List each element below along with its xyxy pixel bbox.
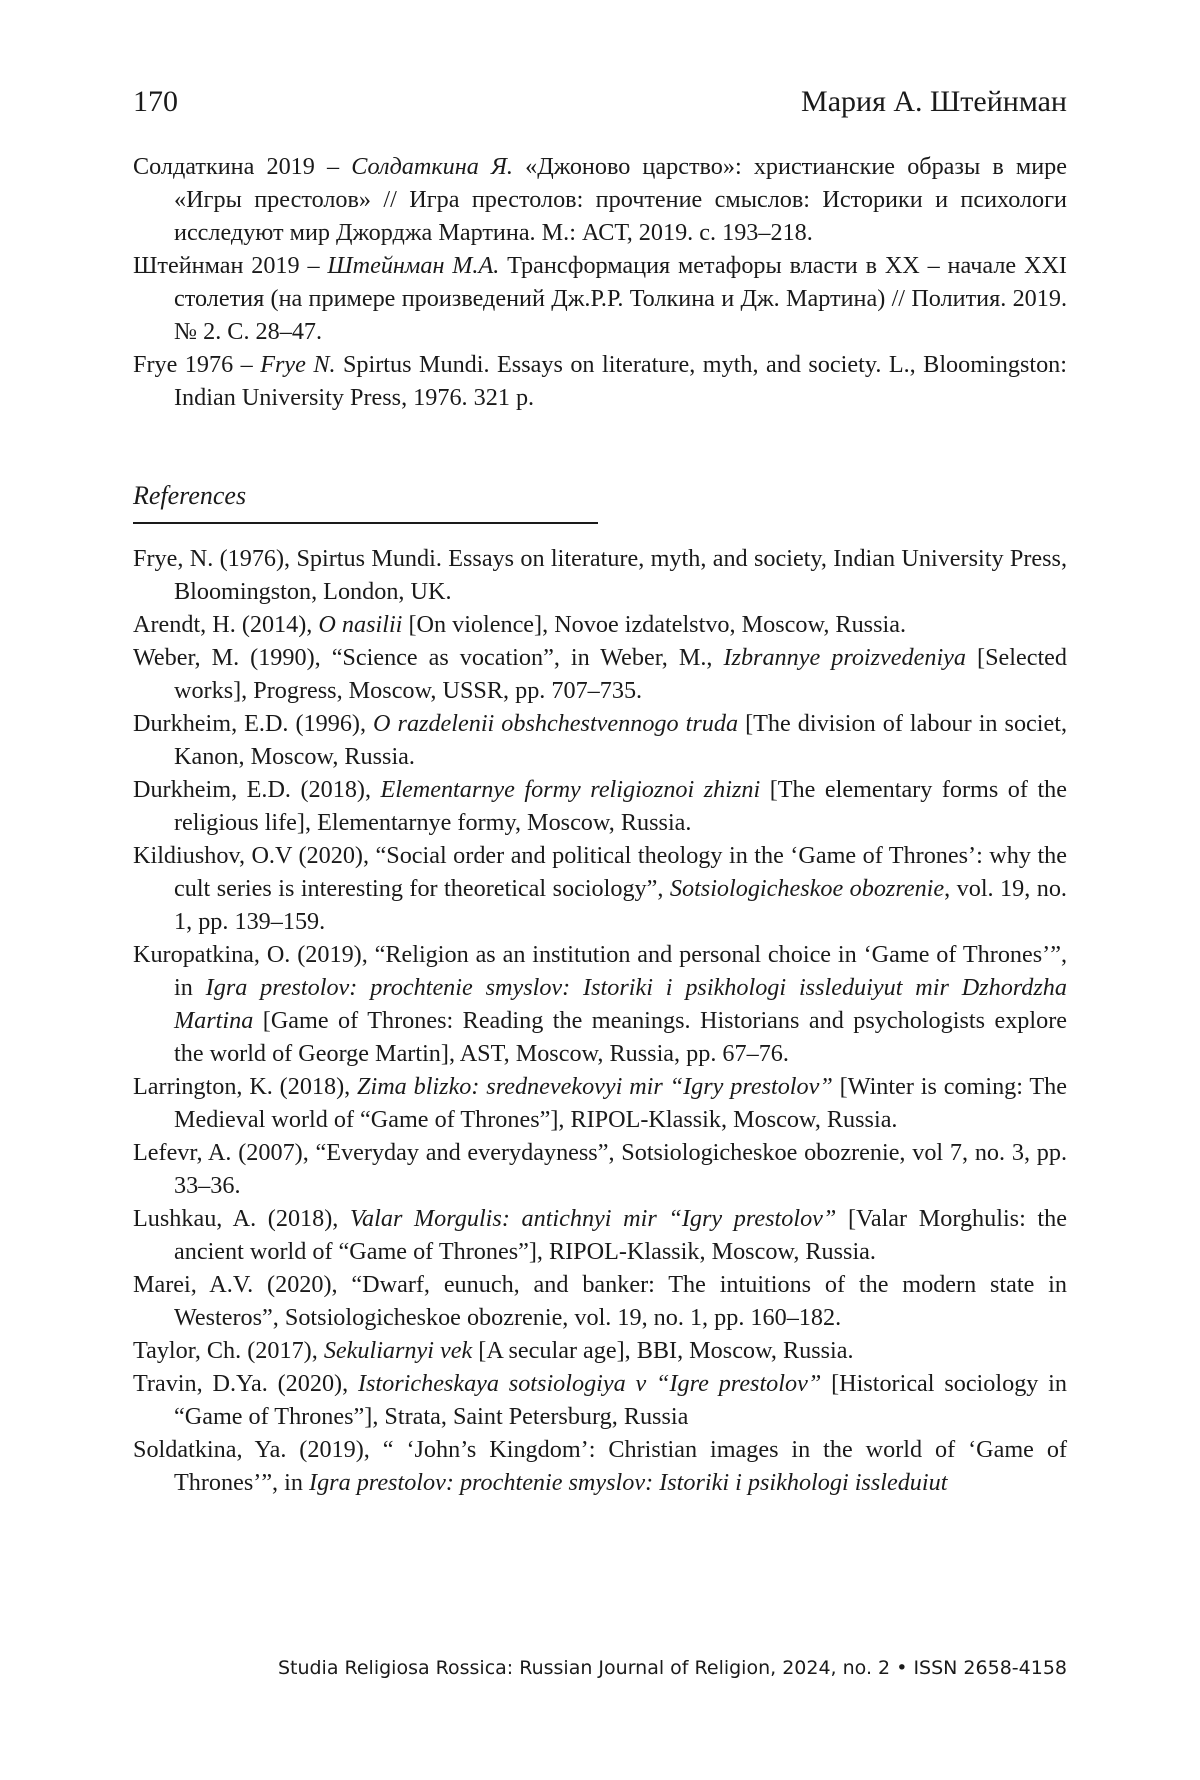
page-number: 170 [133, 85, 178, 118]
references-divider [133, 522, 598, 524]
reference-entry: Taylor, Ch. (2017), Sekuliarnyi vek [A secular age], BBI, Moscow, Russia. [133, 1337, 854, 1364]
reference-entry: Lefevr, A. (2007), “Everyday and everydayness”, Sotsiologicheskoe obozrenie, vol 7, no. 3, pp. 33–36. [133, 1139, 1067, 1199]
reference-entry: Travin, D.Ya. (2020), Istoricheskaya sotsiologiya v “Igre prestolov” [Historical sociology in “Game of Thrones”], Strata, Saint Petersburg, Russia [133, 1370, 1067, 1430]
references-heading: References [133, 481, 247, 510]
bibliography-entry: Солдаткина 2019 – Солдаткина Я. «Джоново царство»: христианские образы в мире «Игры престолов» // Игра престолов: прочтение смыслов: Историки и психологи исследуют мир Джорджа Мартина. М.: АСТ, 2019. с. 193–218. [133, 153, 1068, 246]
page-content [133, 150, 1067, 1499]
reference-entry: Kildiushov, O.V (2020), “Social order and political theology in the ‘Game of Thrones’: why the cult series is interesting for theoretical sociology”, Sotsiologicheskoe obozrenie, vol. 19, no. 1, pp. 139–159. [133, 842, 1067, 935]
reference-entry: Marei, A.V. (2020), “Dwarf, eunuch, and banker: The intuitions of the modern state in Westeros”, Sotsiologicheskoe obozrenie, vol. 19, no. 1, pp. 160–182. [133, 1271, 1067, 1331]
reference-entry: Larrington, K. (2018), Zima blizko: srednevekovyi mir “Igry prestolov” [Winter is coming: The Medieval world of “Game of Thrones”], RIPOL-Klassik, Moscow, Russia. [133, 1073, 1067, 1133]
reference-entry: Arendt, H. (2014), O nasilii [On violence], Novoe izdatelstvo, Moscow, Russia. [133, 611, 906, 638]
reference-entry: Weber, M. (1990), “Science as vocation”, in Weber, M., Izbrannye proizvedeniya [Selected works], Progress, Moscow, USSR, pp. 707–735. [133, 644, 1067, 704]
bibliography-list [133, 150, 1067, 414]
reference-entry: Frye, N. (1976), Spirtus Mundi. Essays on literature, myth, and society, Indian University Press, Bloomingston, London, UK. [133, 545, 1067, 605]
reference-entry: Durkheim, E.D. (1996), O razdelenii obshchestvennogo truda [The division of labour in societ, Kanon, Moscow, Russia. [133, 710, 1067, 770]
running-header [133, 85, 1067, 129]
footer-separator: • [896, 1657, 908, 1679]
running-author: Мария А. Штейнман [801, 85, 1067, 118]
reference-entry: Lushkau, A. (2018), Valar Morgulis: antichnyi mir “Igry prestolov” [Valar Morghulis: the ancient world of “Game of Thrones”], RIPOL-Klassik, Moscow, Russia. [133, 1205, 1067, 1265]
bibliography-entry: Frye 1976 – Frye N. Spirtus Mundi. Essays on literature, myth, and society. L., Bloomingston: Indian University Press, 1976. 321 p. [133, 351, 1067, 411]
bibliography-entry: Штейнман 2019 – Штейнман М.А. Трансформация метафоры власти в XX – начале XXI столетия (на примере произведений Дж.Р.Р. Толкина и Дж. Мартина) // Полития. 2019. № 2. С. 28–47. [133, 252, 1067, 345]
reference-entry: Soldatkina, Ya. (2019), “ ‘John’s Kingdom’: Christian images in the world of ‘Game of Thrones’”, in Igra prestolov: prochtenie smyslov: Istoriki i psikhologi issleduiut [133, 1436, 1067, 1496]
footer-journal: Studia Religiosa Rossica: Russian Journal of Religion, 2024, no. 2 [277, 1657, 891, 1679]
reference-entry: Durkheim, E.D. (2018), Elementarnye formy religioznoi zhizni [The elementary forms of the religious life], Elementarnye formy, Moscow, Russia. [133, 776, 1067, 836]
journal-footer [278, 1657, 1067, 1679]
references-list [133, 542, 1067, 1499]
reference-entry: Kuropatkina, O. (2019), “Religion as an institution and personal choice in ‘Game of Thrones’”, in Igra prestolov: prochtenie smyslov: Istoriki i psikhologi issleduiyut mir Dzhordzha Martina [Game of Thrones: Reading the meanings. Historians and psychologists explore the world of George Martin], AST, Moscow, Russia, pp. 67–76. [133, 941, 1067, 1067]
footer-issn: ISSN 2658-4158 [913, 1657, 1067, 1679]
